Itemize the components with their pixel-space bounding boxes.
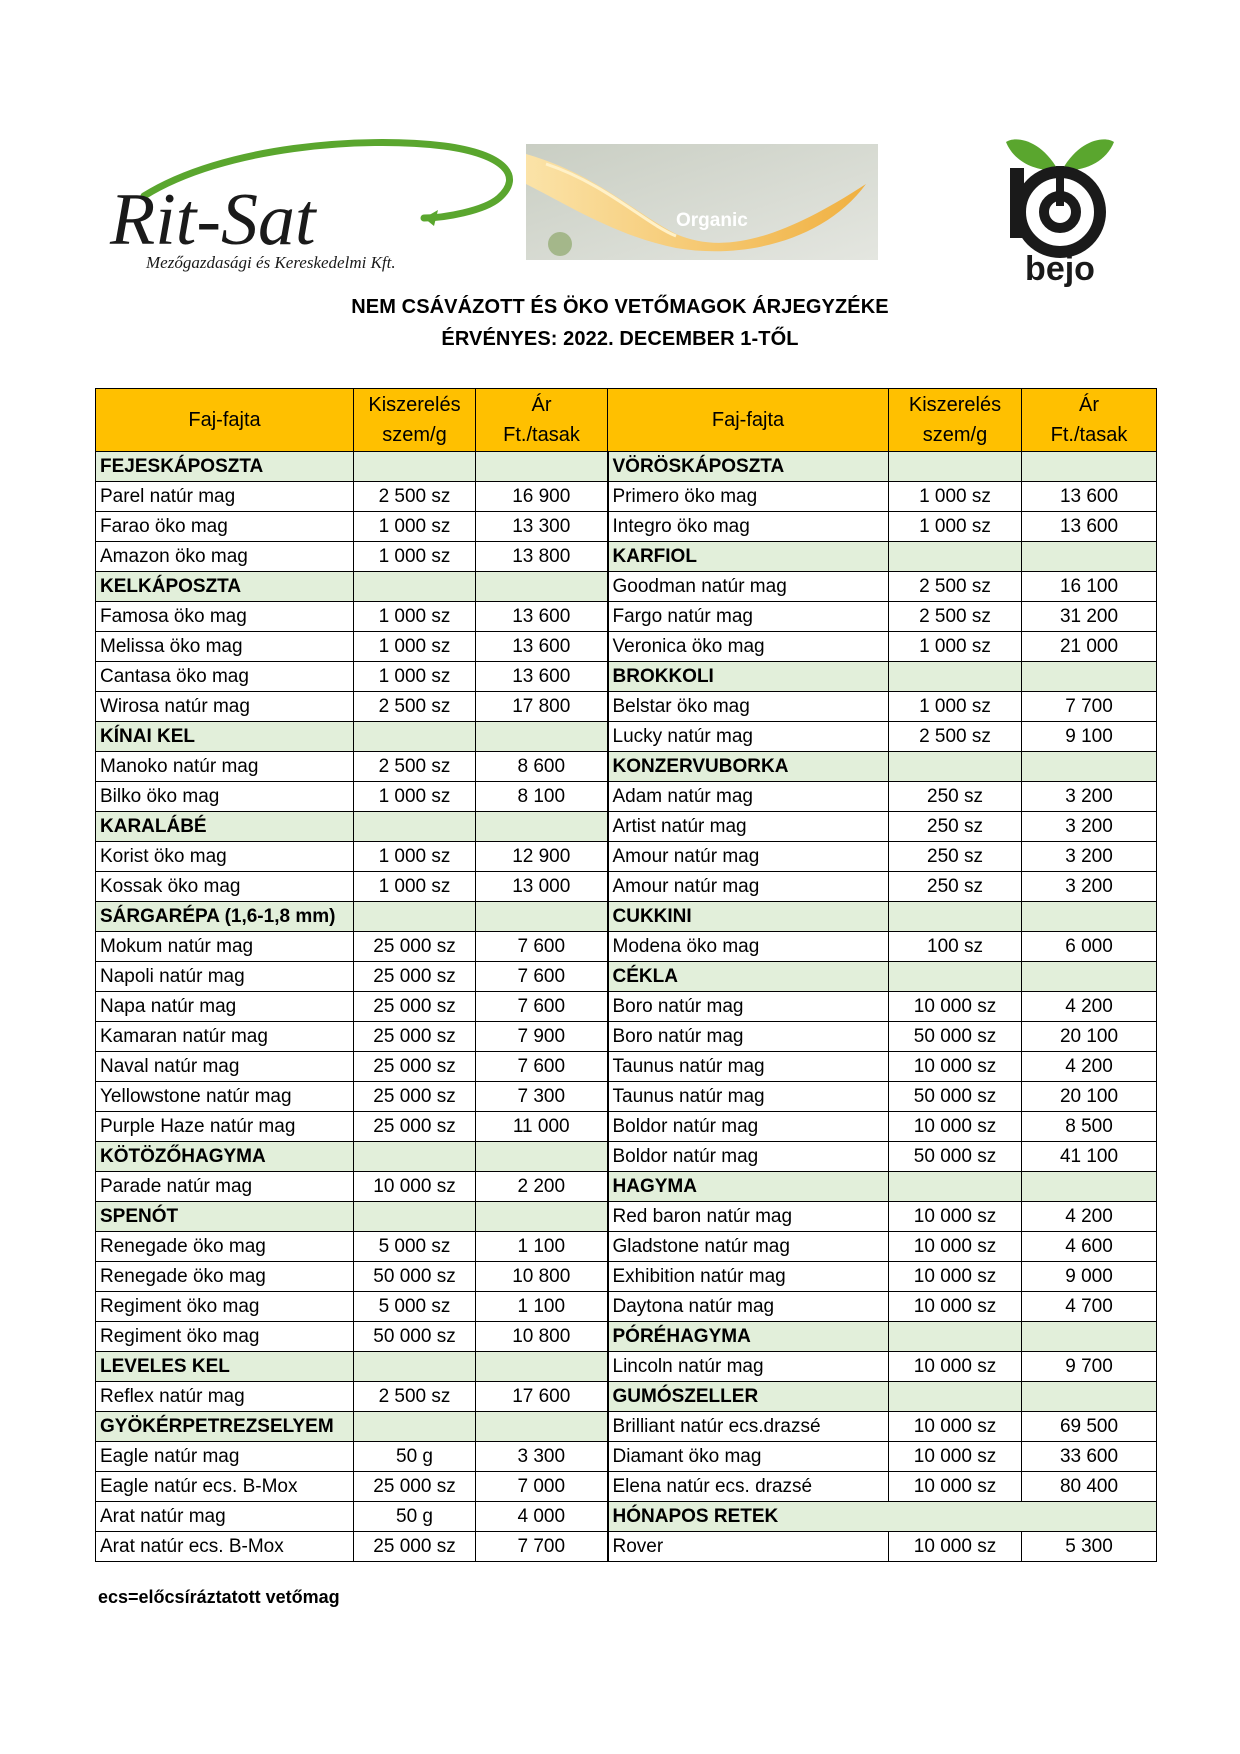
variety-name: Napa natúr mag <box>96 992 354 1022</box>
variety-name: Cantasa öko mag <box>96 662 354 692</box>
pack-size: 10 000 sz <box>889 1052 1022 1082</box>
price: 2 200 <box>476 1172 608 1202</box>
variety-name: Boro natúr mag <box>608 1022 889 1052</box>
col-header-pack: Kiszerelés szem/g <box>889 389 1022 452</box>
pack-size: 10 000 sz <box>889 992 1022 1022</box>
table-row <box>96 632 1157 662</box>
price: 1 100 <box>476 1292 608 1322</box>
organic-banner <box>526 144 878 260</box>
variety-name: Renegade öko mag <box>96 1262 354 1292</box>
rit-sat-logo <box>104 136 524 276</box>
price: 13 300 <box>476 512 608 542</box>
pack-size: 2 500 sz <box>354 482 476 512</box>
table-row <box>96 1262 1157 1292</box>
table-row <box>96 1082 1157 1112</box>
pack-cell <box>889 752 1022 782</box>
pack-size: 2 500 sz <box>354 752 476 782</box>
variety-name: Lincoln natúr mag <box>608 1352 889 1382</box>
price: 4 600 <box>1022 1232 1157 1262</box>
bejo-label: bejo <box>1025 250 1095 288</box>
price-cell <box>1022 752 1157 782</box>
price-cell <box>476 812 608 842</box>
price: 4 200 <box>1022 992 1157 1022</box>
category-label: KÍNAI KEL <box>96 722 354 752</box>
rit-sat-subtitle: Mezőgazdasági és Kereskedelmi Kft. <box>146 253 396 272</box>
price: 3 200 <box>1022 782 1157 812</box>
col-header-name: Faj-fajta <box>96 389 354 452</box>
variety-name: Artist natúr mag <box>608 812 889 842</box>
price-cell <box>476 902 608 932</box>
pack-size: 1 000 sz <box>889 482 1022 512</box>
pack-size: 1 000 sz <box>354 872 476 902</box>
organic-label: Organic <box>676 210 748 231</box>
price: 13 600 <box>476 662 608 692</box>
variety-name: Taunus natúr mag <box>608 1052 889 1082</box>
variety-name: Daytona natúr mag <box>608 1292 889 1322</box>
price: 13 600 <box>476 602 608 632</box>
variety-name: Eagle natúr mag <box>96 1442 354 1472</box>
variety-name: Famosa öko mag <box>96 602 354 632</box>
price: 4 700 <box>1022 1292 1157 1322</box>
pack-size: 50 000 sz <box>889 1022 1022 1052</box>
price: 5 300 <box>1022 1532 1157 1562</box>
page-title: NEM CSÁVÁZOTT ÉS ÖKO VETŐMAGOK ÁRJEGYZÉKE <box>351 296 889 318</box>
variety-name: Boldor natúr mag <box>608 1112 889 1142</box>
pack-size: 10 000 sz <box>889 1532 1022 1562</box>
validity-date: ÉRVÉNYES: 2022. DECEMBER 1-TŐL <box>441 328 799 350</box>
pack-size: 25 000 sz <box>354 1052 476 1082</box>
pack-cell <box>354 902 476 932</box>
price: 7 600 <box>476 992 608 1022</box>
table-row <box>96 452 1157 482</box>
table-row <box>96 962 1157 992</box>
table-row <box>96 1502 1157 1532</box>
pack-cell <box>889 662 1022 692</box>
col-header-price: Ár Ft./tasak <box>476 389 608 452</box>
category-label: KELKÁPOSZTA <box>96 572 354 602</box>
category-label: HÓNAPOS RETEK <box>608 1502 1157 1532</box>
pack-size: 1 000 sz <box>889 512 1022 542</box>
table-row <box>96 1022 1157 1052</box>
pack-size: 250 sz <box>889 842 1022 872</box>
col-header-pack: Kiszerelés szem/g <box>354 389 476 452</box>
table-row <box>96 992 1157 1022</box>
table-row <box>96 482 1157 512</box>
price-cell <box>476 572 608 602</box>
variety-name: Yellowstone natúr mag <box>96 1082 354 1112</box>
price: 17 800 <box>476 692 608 722</box>
pack-size: 10 000 sz <box>889 1202 1022 1232</box>
variety-name: Veronica öko mag <box>608 632 889 662</box>
variety-name: Elena natúr ecs. drazsé <box>608 1472 889 1502</box>
pack-cell <box>354 722 476 752</box>
pack-cell <box>889 1382 1022 1412</box>
variety-name: Amazon öko mag <box>96 542 354 572</box>
price: 41 100 <box>1022 1142 1157 1172</box>
variety-name: Manoko natúr mag <box>96 752 354 782</box>
pack-cell <box>354 1202 476 1232</box>
variety-name: Kamaran natúr mag <box>96 1022 354 1052</box>
variety-name: Lucky natúr mag <box>608 722 889 752</box>
price: 4 200 <box>1022 1052 1157 1082</box>
table-row <box>96 512 1157 542</box>
table-row <box>96 1412 1157 1442</box>
category-label: BROKKOLI <box>608 662 889 692</box>
pack-size: 100 sz <box>889 932 1022 962</box>
variety-name: Purple Haze natúr mag <box>96 1112 354 1142</box>
price: 20 100 <box>1022 1082 1157 1112</box>
variety-name: Kossak öko mag <box>96 872 354 902</box>
table-row <box>96 1172 1157 1202</box>
category-label: KARFIOL <box>608 542 889 572</box>
variety-name: Parade natúr mag <box>96 1172 354 1202</box>
table-row <box>96 1202 1157 1232</box>
category-label: KARALÁBÉ <box>96 812 354 842</box>
pack-size: 2 500 sz <box>889 602 1022 632</box>
pack-size: 10 000 sz <box>889 1262 1022 1292</box>
price-cell <box>1022 1172 1157 1202</box>
variety-name: Naval natúr mag <box>96 1052 354 1082</box>
category-label: PÓRÉHAGYMA <box>608 1322 889 1352</box>
variety-name: Arat natúr mag <box>96 1502 354 1532</box>
pack-size: 25 000 sz <box>354 1472 476 1502</box>
table-row <box>96 602 1157 632</box>
table-row <box>96 1382 1157 1412</box>
pack-cell <box>354 1142 476 1172</box>
price: 6 000 <box>1022 932 1157 962</box>
pack-size: 2 500 sz <box>889 722 1022 752</box>
pack-size: 25 000 sz <box>354 932 476 962</box>
price: 9 700 <box>1022 1352 1157 1382</box>
pack-size: 10 000 sz <box>889 1352 1022 1382</box>
pack-cell <box>889 962 1022 992</box>
price: 7 600 <box>476 1052 608 1082</box>
price-cell <box>1022 452 1157 482</box>
category-label: KONZERVUBORKA <box>608 752 889 782</box>
price-cell <box>1022 1322 1157 1352</box>
price: 7 900 <box>476 1022 608 1052</box>
pack-cell <box>354 812 476 842</box>
table-row <box>96 1532 1157 1562</box>
price-cell <box>476 1352 608 1382</box>
price: 3 200 <box>1022 842 1157 872</box>
price: 69 500 <box>1022 1412 1157 1442</box>
table-row <box>96 932 1157 962</box>
header-row <box>96 389 1157 452</box>
pack-cell <box>889 452 1022 482</box>
price: 31 200 <box>1022 602 1157 632</box>
pack-cell <box>889 1322 1022 1352</box>
pack-size: 1 000 sz <box>354 542 476 572</box>
table-row <box>96 692 1157 722</box>
price-cell <box>476 1202 608 1232</box>
price: 8 100 <box>476 782 608 812</box>
price: 7 700 <box>476 1532 608 1562</box>
price-cell <box>1022 662 1157 692</box>
pack-cell <box>354 1352 476 1382</box>
footnote: ecs=előcsíráztatott vetőmag <box>98 1587 340 1607</box>
variety-name: Renegade öko mag <box>96 1232 354 1262</box>
price: 33 600 <box>1022 1442 1157 1472</box>
table-row <box>96 722 1157 752</box>
bejo-logo <box>1000 128 1120 288</box>
price: 10 800 <box>476 1322 608 1352</box>
variety-name: Diamant öko mag <box>608 1442 889 1472</box>
price: 13 600 <box>1022 512 1157 542</box>
pack-size: 10 000 sz <box>889 1442 1022 1472</box>
table-row <box>96 1112 1157 1142</box>
pack-size: 1 000 sz <box>354 662 476 692</box>
pack-size: 50 000 sz <box>889 1082 1022 1112</box>
price-cell <box>1022 962 1157 992</box>
price: 4 200 <box>1022 1202 1157 1232</box>
price: 13 600 <box>476 632 608 662</box>
variety-name: Mokum natúr mag <box>96 932 354 962</box>
pack-size: 1 000 sz <box>354 782 476 812</box>
price: 80 400 <box>1022 1472 1157 1502</box>
price: 7 000 <box>476 1472 608 1502</box>
table-row <box>96 872 1157 902</box>
category-label: HAGYMA <box>608 1172 889 1202</box>
price: 16 900 <box>476 482 608 512</box>
variety-name: Brilliant natúr ecs.drazsé <box>608 1412 889 1442</box>
variety-name: Taunus natúr mag <box>608 1082 889 1112</box>
pack-size: 250 sz <box>889 872 1022 902</box>
pack-size: 250 sz <box>889 812 1022 842</box>
table-row <box>96 1472 1157 1502</box>
pack-cell <box>889 902 1022 932</box>
pack-size: 10 000 sz <box>889 1412 1022 1442</box>
price: 20 100 <box>1022 1022 1157 1052</box>
pack-size: 50 000 sz <box>889 1142 1022 1172</box>
pack-size: 25 000 sz <box>354 992 476 1022</box>
variety-name: Bilko öko mag <box>96 782 354 812</box>
variety-name: Exhibition natúr mag <box>608 1262 889 1292</box>
price: 4 000 <box>476 1502 608 1532</box>
price-cell <box>476 1412 608 1442</box>
price: 9 100 <box>1022 722 1157 752</box>
variety-name: Regiment öko mag <box>96 1322 354 1352</box>
variety-name: Goodman natúr mag <box>608 572 889 602</box>
pack-size: 10 000 sz <box>889 1472 1022 1502</box>
pack-size: 25 000 sz <box>354 962 476 992</box>
pack-size: 5 000 sz <box>354 1232 476 1262</box>
table-row <box>96 902 1157 932</box>
price-cell <box>476 452 608 482</box>
pack-size: 1 000 sz <box>889 692 1022 722</box>
table-row <box>96 782 1157 812</box>
pack-size: 25 000 sz <box>354 1082 476 1112</box>
variety-name: Modena öko mag <box>608 932 889 962</box>
pack-size: 1 000 sz <box>354 632 476 662</box>
col-header-price: Ár Ft./tasak <box>1022 389 1157 452</box>
pack-cell <box>354 1412 476 1442</box>
pack-size: 2 500 sz <box>354 692 476 722</box>
price: 1 100 <box>476 1232 608 1262</box>
price-cell <box>476 722 608 752</box>
category-label: CÉKLA <box>608 962 889 992</box>
price: 13 800 <box>476 542 608 572</box>
price-table <box>95 388 1157 1562</box>
variety-name: Red baron natúr mag <box>608 1202 889 1232</box>
variety-name: Reflex natúr mag <box>96 1382 354 1412</box>
variety-name: Amour natúr mag <box>608 842 889 872</box>
pack-size: 10 000 sz <box>354 1172 476 1202</box>
price: 8 500 <box>1022 1112 1157 1142</box>
pack-cell <box>889 1172 1022 1202</box>
pack-size: 25 000 sz <box>354 1022 476 1052</box>
price: 3 300 <box>476 1442 608 1472</box>
variety-name: Gladstone natúr mag <box>608 1232 889 1262</box>
pack-size: 2 500 sz <box>354 1382 476 1412</box>
table-row <box>96 1142 1157 1172</box>
price-cell <box>1022 542 1157 572</box>
rit-sat-name: Rit-Sat <box>110 179 316 261</box>
pack-size: 10 000 sz <box>889 1292 1022 1322</box>
table-row <box>96 1292 1157 1322</box>
table-row <box>96 1442 1157 1472</box>
category-label: VÖRÖSKÁPOSZTA <box>608 452 889 482</box>
variety-name: Adam natúr mag <box>608 782 889 812</box>
price: 7 600 <box>476 932 608 962</box>
price: 7 300 <box>476 1082 608 1112</box>
category-label: KÖTÖZŐHAGYMA <box>96 1142 354 1172</box>
price: 11 000 <box>476 1112 608 1142</box>
pack-size: 10 000 sz <box>889 1112 1022 1142</box>
pack-size: 2 500 sz <box>889 572 1022 602</box>
variety-name: Integro öko mag <box>608 512 889 542</box>
price: 21 000 <box>1022 632 1157 662</box>
col-header-name: Faj-fajta <box>608 389 889 452</box>
pack-size: 50 g <box>354 1502 476 1532</box>
pack-cell <box>354 452 476 482</box>
pack-size: 1 000 sz <box>354 512 476 542</box>
table-row <box>96 1322 1157 1352</box>
variety-name: Napoli natúr mag <box>96 962 354 992</box>
variety-name: Eagle natúr ecs. B-Mox <box>96 1472 354 1502</box>
table-row <box>96 812 1157 842</box>
variety-name: Boldor natúr mag <box>608 1142 889 1172</box>
variety-name: Wirosa natúr mag <box>96 692 354 722</box>
price-cell <box>1022 902 1157 932</box>
table-row <box>96 662 1157 692</box>
variety-name: Belstar öko mag <box>608 692 889 722</box>
pack-size: 50 000 sz <box>354 1322 476 1352</box>
price-cell <box>476 1142 608 1172</box>
variety-name: Farao öko mag <box>96 512 354 542</box>
pack-size: 1 000 sz <box>354 602 476 632</box>
pack-size: 50 g <box>354 1442 476 1472</box>
variety-name: Melissa öko mag <box>96 632 354 662</box>
price: 7 700 <box>1022 692 1157 722</box>
category-label: LEVELES KEL <box>96 1352 354 1382</box>
category-label: FEJESKÁPOSZTA <box>96 452 354 482</box>
pack-size: 10 000 sz <box>889 1232 1022 1262</box>
table-row <box>96 752 1157 782</box>
variety-name: Parel natúr mag <box>96 482 354 512</box>
price: 3 200 <box>1022 872 1157 902</box>
pack-size: 250 sz <box>889 782 1022 812</box>
category-label: SÁRGARÉPA (1,6-1,8 mm) <box>96 902 354 932</box>
pack-size: 1 000 sz <box>889 632 1022 662</box>
pack-cell <box>354 572 476 602</box>
variety-name: Arat natúr ecs. B-Mox <box>96 1532 354 1562</box>
pack-cell <box>889 542 1022 572</box>
variety-name: Fargo natúr mag <box>608 602 889 632</box>
category-label: GYÖKÉRPETREZSELYEM <box>96 1412 354 1442</box>
variety-name: Boro natúr mag <box>608 992 889 1022</box>
pack-size: 5 000 sz <box>354 1292 476 1322</box>
price: 13 000 <box>476 872 608 902</box>
price: 16 100 <box>1022 572 1157 602</box>
price: 8 600 <box>476 752 608 782</box>
pack-size: 1 000 sz <box>354 842 476 872</box>
variety-name: Primero öko mag <box>608 482 889 512</box>
variety-name: Rover <box>608 1532 889 1562</box>
price: 17 600 <box>476 1382 608 1412</box>
table-row <box>96 572 1157 602</box>
category-label: CUKKINI <box>608 902 889 932</box>
price: 3 200 <box>1022 812 1157 842</box>
price-cell <box>1022 1382 1157 1412</box>
table-row <box>96 1052 1157 1082</box>
variety-name: Amour natúr mag <box>608 872 889 902</box>
pack-size: 50 000 sz <box>354 1262 476 1292</box>
variety-name: Korist öko mag <box>96 842 354 872</box>
price: 10 800 <box>476 1262 608 1292</box>
price: 13 600 <box>1022 482 1157 512</box>
price: 12 900 <box>476 842 608 872</box>
category-label: GUMÓSZELLER <box>608 1382 889 1412</box>
pack-size: 25 000 sz <box>354 1112 476 1142</box>
table-row <box>96 1352 1157 1382</box>
price: 9 000 <box>1022 1262 1157 1292</box>
pack-size: 25 000 sz <box>354 1532 476 1562</box>
variety-name: Regiment öko mag <box>96 1292 354 1322</box>
category-label: SPENÓT <box>96 1202 354 1232</box>
table-row <box>96 842 1157 872</box>
table-row <box>96 1232 1157 1262</box>
table-row <box>96 542 1157 572</box>
price: 7 600 <box>476 962 608 992</box>
